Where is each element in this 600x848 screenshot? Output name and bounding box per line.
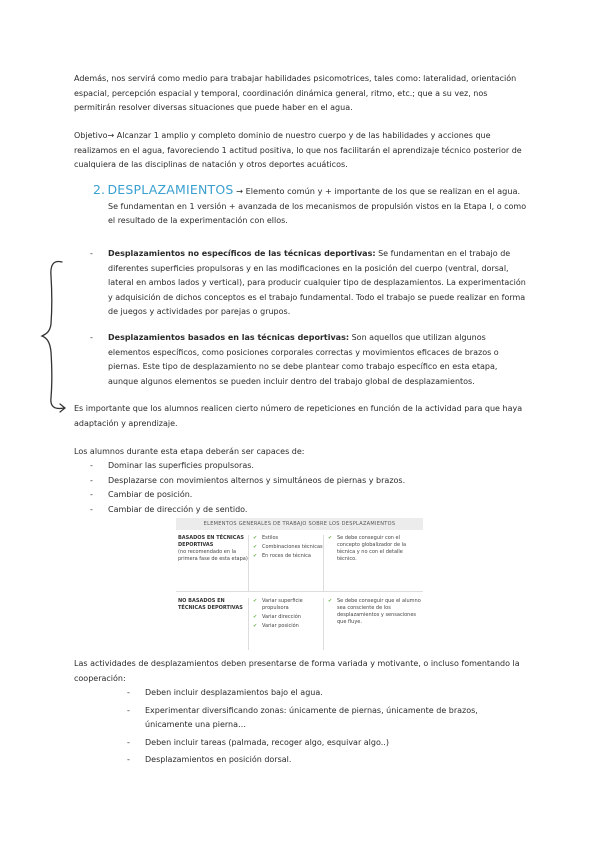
check-icon: ✔ xyxy=(253,614,258,620)
check-icon: ✔ xyxy=(328,535,333,541)
check-icon: ✔ xyxy=(253,544,258,550)
list-item: - Cambiar de dirección y de sentido. xyxy=(90,504,248,514)
item-text: Son aquellos que utilizan algunos elementos específicos, como posiciones corporales correctas y movimientos eficaces de brazos o piernas. Este tipo de desplazamiento no se debe plantear como trabajo específico en esta etapa, aunque algunos elementos se pueden incluir dentro del trabajo global de desplazamientos. xyxy=(108,333,499,386)
activities-list xyxy=(127,686,527,768)
dash-marker: - xyxy=(90,333,93,342)
table-header: ELEMENTOS GENERALES DE TRABAJO SOBRE LOS DESPLAZAMIENTOS xyxy=(176,518,423,530)
activities-intro: Las actividades de desplazamientos deben presentarse de forma variada y motivante, o incluso fomentando la cooperación: xyxy=(74,659,520,683)
section-subtitle: Se fundamentan en 1 versión + avanzada de los mecanismos de propulsión vistos en la Etapa I, o como el resultado de la experimentación con ellos. xyxy=(108,201,527,225)
item-bold-lead: Desplazamientos no específicos de las técnicas deportivas: xyxy=(108,249,376,258)
check-icon: ✔ xyxy=(253,598,258,604)
list-item: - Experimentar diversificando zonas: únicamente de piernas, únicamente de brazos, únicamente una pierna… xyxy=(127,705,478,729)
check-icon: ✔ xyxy=(253,553,258,559)
item-bold-lead: Desplazamientos basados en las técnicas deportivas: xyxy=(108,333,350,342)
repetitions-note: Es importante que los alumnos realicen cierto número de repeticiones en función de la actividad para que haya adaptación y aprendizaje. xyxy=(74,404,523,428)
list-item: - Dominar las superficies propulsoras. xyxy=(90,461,254,470)
elements-table xyxy=(176,518,423,651)
item-text: Se fundamentan en el trabajo de diferentes superficies propulsoras y en las modificaciones en la posición del cuerpo (ventral, dorsal, lateral en ambos lados y vertical), para producir cualquier tipo de desplazamientos. La experimentación y adquisición de dichos conceptos es el trabajo fundamental. Todo el trabajo se puede realizar en forma de juegos y actividades por parejas o grupos. xyxy=(108,249,526,316)
list-item: - Cambiar de posición. xyxy=(90,490,193,499)
section-number: 2. xyxy=(93,182,105,197)
handwritten-brace xyxy=(38,258,68,414)
objective-paragraph: Objetivo→ Alcanzar 1 amplio y completo dominio de nuestro cuerpo y de las habilidades y acciones que realizamos en el agua, favoreciendo 1 actitud positiva, lo que nos facilitarán el aprendizaje técnico posterior de cualquiera de las disciplinas de natación y otros deportes acuáticos. xyxy=(74,131,522,169)
row-title: NO BASADOS EN TÉCNICAS DEPORTIVAS xyxy=(178,598,243,611)
abilities-intro: Los alumnos durante esta etapa deberán ser capaces de: xyxy=(74,447,305,456)
dash-marker: - xyxy=(90,249,93,258)
row-note: (no recomendado en la primera fase de esta etapa) xyxy=(178,549,248,562)
row-title: BASADOS EN TÉCNICAS DEPORTIVAS xyxy=(178,535,244,548)
list-item: - Desplazarse con movimientos alternos y simultáneos de piernas y brazos. xyxy=(90,475,406,485)
section-title: DESPLAZAMIENTOS xyxy=(107,182,234,197)
check-icon: ✔ xyxy=(328,598,333,604)
intro-paragraph: Además, nos servirá como medio para trabajar habilidades psicomotrices, tales como: lateralidad, orientación espacial, percepción espacial y temporal, coordinación dinámica general, ritmo, etc.; que a su vez, nos permitirán resolver diversas situaciones que puede haber en el agua. xyxy=(74,74,517,112)
list-item: - Deben incluir tareas (palmada, recoger algo, esquivar algo..) xyxy=(127,737,389,747)
section-heading xyxy=(93,183,533,229)
list-item xyxy=(90,331,530,389)
list-item: - Desplazamientos en posición dorsal. xyxy=(127,755,292,764)
section-title-rest: → Elemento común y + importante de los que se realizan en el agua. xyxy=(233,186,521,196)
list-item: - Deben incluir desplazamientos bajo el agua. xyxy=(127,688,323,697)
table-row: NO BASADOS EN TÉCNICAS DEPORTIVAS ✔ Variar superficie propulsora ✔ Variar dirección ✔ Variar posición ✔ Se debe conseguir que el alumno sea consciente de los desplazamientos y sensaciones que fluye. xyxy=(176,592,423,650)
table-row: BASADOS EN TÉCNICAS DEPORTIVAS (no recomendado en la primera fase de esta etapa) ✔ Estilos ✔ Combinaciones técnicas ✔ En roces de técnica ✔ Se debe conseguir con el concepto globalizador de la técnica y no con el detalle técnico. xyxy=(176,530,423,592)
list-item xyxy=(90,247,530,320)
check-icon: ✔ xyxy=(253,535,258,541)
abilities-list xyxy=(90,459,530,517)
check-icon: ✔ xyxy=(253,623,258,629)
